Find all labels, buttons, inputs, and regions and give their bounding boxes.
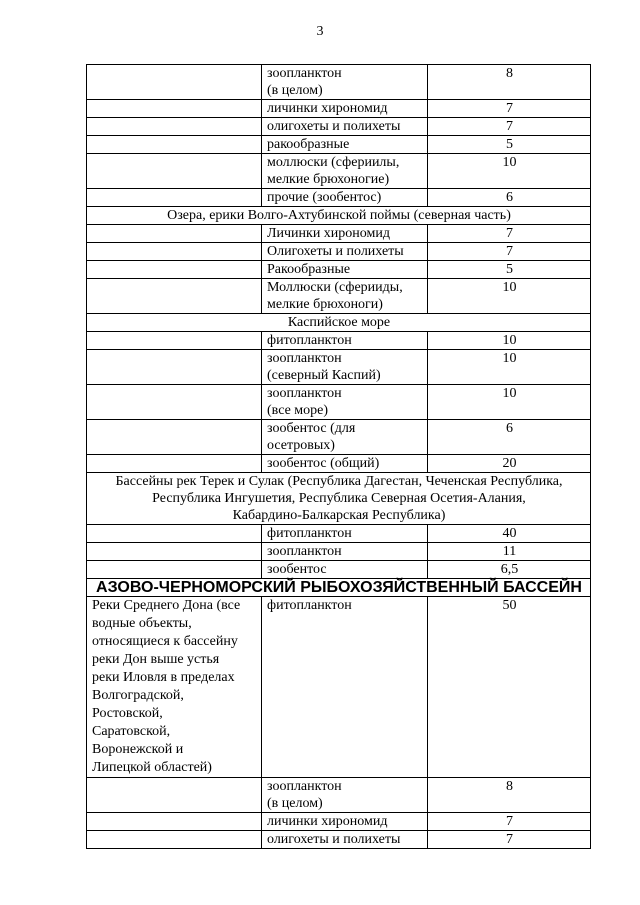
table-row xyxy=(87,561,591,579)
region-cell xyxy=(87,525,262,543)
cell-line: зообентос (для xyxy=(267,421,356,436)
table-row xyxy=(87,65,591,100)
cell-line: Ростовской, xyxy=(92,706,163,721)
cell-line: Озера, ерики Волго-Ахтубинской поймы (северная часть) xyxy=(167,208,511,223)
section-heading-row xyxy=(87,314,591,332)
organism-cell xyxy=(262,154,428,189)
norms-table xyxy=(86,64,591,849)
cell-line: Реки Среднего Дона (все xyxy=(92,598,241,613)
value-cell: 20 xyxy=(428,455,591,473)
organism-cell xyxy=(262,261,428,279)
cell-line: зообентос (общий) xyxy=(267,456,380,471)
table-row xyxy=(87,420,591,455)
organism-cell xyxy=(262,385,428,420)
value-cell: 7 xyxy=(428,225,591,243)
cell-line: (в целом) xyxy=(267,83,323,98)
region-cell xyxy=(87,189,262,207)
organism-cell xyxy=(262,332,428,350)
cell-line: Личинки хирономид xyxy=(267,226,390,241)
cell-line: олигохеты и полихеты xyxy=(267,119,401,134)
region-cell xyxy=(87,420,262,455)
cell-line: фитопланктон xyxy=(267,526,352,541)
page-number: 3 xyxy=(316,24,324,39)
region-cell xyxy=(87,225,262,243)
value-cell: 10 xyxy=(428,154,591,189)
table-row xyxy=(87,154,591,189)
table-row xyxy=(87,385,591,420)
cell-line: Каспийское море xyxy=(287,315,391,330)
table-row xyxy=(87,350,591,385)
cell-line: мелкие брюхоноги) xyxy=(267,297,383,312)
organism-cell xyxy=(262,243,428,261)
cell-line: АЗОВО-ЧЕРНОМОРСКИЙ РЫБОХОЗЯЙСТВЕННЫЙ БАССЕЙН xyxy=(96,579,582,596)
table-row xyxy=(87,543,591,561)
value-cell: 7 xyxy=(428,831,591,849)
organism-cell xyxy=(262,561,428,579)
value-cell: 5 xyxy=(428,136,591,154)
cell-line: фитопланктон xyxy=(267,333,352,348)
organism-cell xyxy=(262,136,428,154)
table-row xyxy=(87,778,591,813)
organism-cell xyxy=(262,100,428,118)
organism-cell xyxy=(262,350,428,385)
cell-line: Ракообразные xyxy=(267,262,351,277)
value-cell: 11 xyxy=(428,543,591,561)
table-row xyxy=(87,118,591,136)
region-cell xyxy=(87,243,262,261)
basin-heading xyxy=(87,579,591,597)
value-cell: 10 xyxy=(428,332,591,350)
norms-table-body xyxy=(87,65,591,849)
value-cell: 6 xyxy=(428,420,591,455)
value-cell: 8 xyxy=(428,778,591,813)
cell-line: осетровых) xyxy=(267,438,335,453)
cell-line: прочие (зообентос) xyxy=(267,190,382,205)
value-cell: 6 xyxy=(428,189,591,207)
cell-line: личинки хирономид xyxy=(267,101,388,116)
cell-line: мелкие брюхоногие) xyxy=(267,172,390,187)
region-cell xyxy=(87,597,262,778)
region-cell xyxy=(87,831,262,849)
table-row xyxy=(87,136,591,154)
cell-line: зообентос xyxy=(267,562,327,577)
cell-line: моллюски (сфериилы, xyxy=(267,155,400,170)
cell-line: Саратовской, xyxy=(92,724,171,739)
cell-line: Кабардино-Балкарская Республика) xyxy=(232,508,446,523)
cell-line: Олигохеты и полихеты xyxy=(267,244,404,259)
basin-heading-row xyxy=(87,579,591,597)
region-cell xyxy=(87,279,262,314)
organism-cell xyxy=(262,597,428,778)
region-cell xyxy=(87,65,262,100)
organism-cell xyxy=(262,279,428,314)
region-cell xyxy=(87,136,262,154)
table-row xyxy=(87,332,591,350)
value-cell: 8 xyxy=(428,65,591,100)
region-cell xyxy=(87,455,262,473)
cell-line: (все море) xyxy=(267,403,329,418)
value-cell: 7 xyxy=(428,118,591,136)
cell-line: зоопланктон xyxy=(267,66,342,81)
organism-cell xyxy=(262,543,428,561)
region-cell xyxy=(87,100,262,118)
organism-cell xyxy=(262,225,428,243)
table-row xyxy=(87,100,591,118)
region-cell xyxy=(87,350,262,385)
cell-line: Воронежской и xyxy=(92,742,184,757)
value-cell: 10 xyxy=(428,279,591,314)
region-cell xyxy=(87,813,262,831)
organism-cell xyxy=(262,420,428,455)
table-row xyxy=(87,455,591,473)
cell-line: относящиеся к бассейну xyxy=(92,634,238,649)
cell-line: Республика Ингушетия, Республика Северная Осетия-Алания, xyxy=(152,491,526,506)
region-cell xyxy=(87,261,262,279)
table-row xyxy=(87,279,591,314)
cell-line: водные объекты, xyxy=(92,616,192,631)
value-cell: 50 xyxy=(428,597,591,778)
region-cell xyxy=(87,154,262,189)
cell-line: олигохеты и полихеты xyxy=(267,832,401,847)
table-row xyxy=(87,813,591,831)
value-cell: 7 xyxy=(428,243,591,261)
organism-cell xyxy=(262,65,428,100)
organism-cell xyxy=(262,831,428,849)
cell-line: личинки хирономид xyxy=(267,814,388,829)
cell-line: Бассейны рек Терек и Сулак (Республика Дагестан, Чеченская Республика, xyxy=(115,474,563,489)
region-cell xyxy=(87,778,262,813)
cell-line: реки Иловля в пределах xyxy=(92,670,235,685)
table-row xyxy=(87,225,591,243)
cell-line: зоопланктон xyxy=(267,386,342,401)
value-cell: 10 xyxy=(428,385,591,420)
cell-line: реки Дон выше устья xyxy=(92,652,220,667)
section-heading xyxy=(87,314,591,332)
organism-cell xyxy=(262,813,428,831)
organism-cell xyxy=(262,118,428,136)
region-cell xyxy=(87,332,262,350)
section-heading xyxy=(87,473,591,525)
value-cell: 7 xyxy=(428,813,591,831)
cell-line: Волгоградской, xyxy=(92,688,184,703)
table-row xyxy=(87,525,591,543)
table-row xyxy=(87,243,591,261)
organism-cell xyxy=(262,189,428,207)
region-cell xyxy=(87,543,262,561)
value-cell: 7 xyxy=(428,100,591,118)
cell-line: ракообразные xyxy=(267,137,350,152)
cell-line: Липецкой областей) xyxy=(92,760,212,775)
value-cell: 5 xyxy=(428,261,591,279)
cell-line: фитопланктон xyxy=(267,598,352,613)
region-cell xyxy=(87,385,262,420)
cell-line: зоопланктон xyxy=(267,351,342,366)
value-cell: 10 xyxy=(428,350,591,385)
section-heading xyxy=(87,207,591,225)
cell-line: (в целом) xyxy=(267,796,323,811)
value-cell: 6,5 xyxy=(428,561,591,579)
cell-line: (северный Каспий) xyxy=(267,368,381,383)
region-cell xyxy=(87,561,262,579)
organism-cell xyxy=(262,455,428,473)
region-cell xyxy=(87,118,262,136)
table-row xyxy=(87,189,591,207)
section-heading-row xyxy=(87,207,591,225)
table-row xyxy=(87,831,591,849)
cell-line: зоопланктон xyxy=(267,544,342,559)
cell-line: Моллюски (сферииды, xyxy=(267,280,403,295)
value-cell: 40 xyxy=(428,525,591,543)
organism-cell xyxy=(262,525,428,543)
table-row xyxy=(87,597,591,778)
organism-cell xyxy=(262,778,428,813)
cell-line: зоопланктон xyxy=(267,779,342,794)
table-row xyxy=(87,261,591,279)
section-heading-row xyxy=(87,473,591,525)
